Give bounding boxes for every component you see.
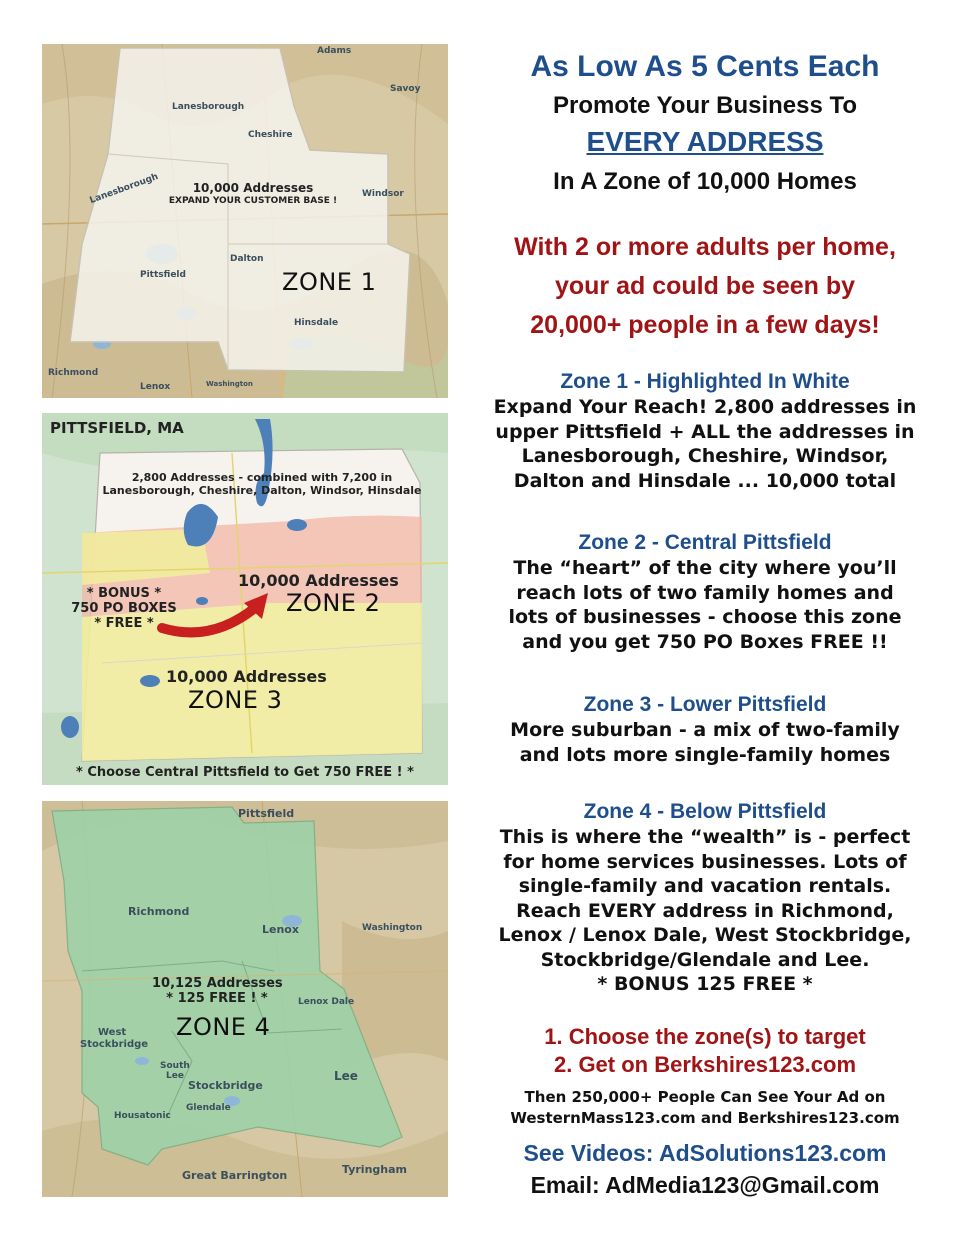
zone4-town-lenox-dale: Lenox Dale	[298, 997, 355, 1007]
zone23-bonus-note	[60, 587, 188, 632]
zone1-addresses: 10,000 Addresses	[192, 181, 314, 195]
zone4-addresses: 10,125 Addresses	[152, 976, 283, 991]
audience-line2: your ad could be seen by	[554, 272, 856, 300]
zone23-combined-line1: 2,800 Addresses - combined with 7,200 in	[131, 471, 393, 484]
zone4-town-lee: Lee	[334, 1069, 358, 1083]
zone3-title: Zone 3 - Lower Pittsfield	[583, 693, 827, 716]
zone1-title: Zone 1 - Highlighted In White	[560, 370, 850, 393]
zone4-town-south-lee: Lee	[166, 1071, 184, 1081]
zone4-map	[42, 801, 448, 1197]
zone4-body	[470, 825, 940, 997]
zone1-town-lanesborough-top: Lanesborough	[172, 102, 245, 112]
audience-line1: With 2 or more adults per home,	[514, 233, 896, 261]
zone4-town-housatonic: Housatonic	[114, 1111, 171, 1121]
zone4-body-line: Reach EVERY address in Richmond,	[516, 899, 894, 922]
zone4-body-line: for home services businesses. Lots of	[503, 850, 907, 873]
cta-step2[interactable]: 2. Get on Berkshires123.com	[553, 1052, 857, 1077]
zone4-town-tyringham: Tyringham	[342, 1163, 407, 1176]
zone1-description	[470, 369, 940, 493]
zone4-town-great-barrington: Great Barrington	[182, 1169, 288, 1182]
zone4-body-line: single-family and vacation rentals.	[518, 875, 892, 897]
cta-reach-note	[470, 1087, 940, 1129]
zone4-addresses-note	[152, 977, 282, 1007]
zone1-town-adams: Adams	[317, 46, 352, 56]
cta-reach-line1: Then 250,000+ People Can See Your Ad on	[524, 1088, 886, 1106]
zone2-body	[470, 556, 940, 654]
zone4-town-lenox: Lenox	[262, 923, 299, 936]
zone2-body-line: and you get 750 PO Boxes FREE !!	[522, 630, 888, 653]
zone2-label: ZONE 2	[286, 589, 381, 617]
cta-step1: 1. Choose the zone(s) to target	[544, 1024, 866, 1049]
audience-block	[470, 228, 940, 345]
cta-steps	[470, 1023, 940, 1079]
zone1-town-lenox: Lenox	[140, 382, 171, 392]
zone4-town-richmond: Richmond	[128, 905, 190, 918]
zone3-label: ZONE 3	[188, 686, 283, 714]
zone2-description	[470, 530, 940, 654]
email-link[interactable]: Email: AdMedia123@Gmail.com	[530, 1172, 880, 1198]
headline: As Low As 5 Cents Each	[530, 50, 880, 83]
zone23-bonus-line2: 750 PO BOXES	[71, 600, 177, 616]
zone4-town-pittsfield: Pittsfield	[238, 807, 295, 820]
zone1-town-richmond: Richmond	[48, 368, 99, 378]
zone23-bonus-line3: * FREE *	[94, 615, 154, 631]
audience-line3: 20,000+ people in a few days!	[530, 311, 880, 339]
zone4-town-west-stockbridge: Stockbridge	[80, 1039, 149, 1050]
zone4-town-stockbridge: Stockbridge	[188, 1079, 263, 1092]
zone3-description	[470, 692, 940, 767]
zone1-label: ZONE 1	[282, 268, 377, 296]
zone4-town-west: West	[98, 1027, 127, 1038]
zone4-body-line: * BONUS 125 FREE *	[597, 973, 813, 995]
zone-homes-line: In A Zone of 10,000 Homes	[553, 168, 857, 195]
zone23-combined-line2: Lanesborough, Cheshire, Dalton, Windsor, Hinsdale	[102, 483, 422, 497]
zone2-title: Zone 2 - Central Pittsfield	[578, 531, 832, 554]
zone2-addresses: 10,000 Addresses	[238, 571, 399, 590]
zone1-body-line: Dalton and Hinsdale ... 10,000 total	[513, 469, 897, 492]
zone4-free-note: * 125 FREE ! *	[166, 990, 268, 1006]
zone4-town-washington: Washington	[362, 923, 423, 933]
zone2-body-line: The “heart” of the city where you’ll	[513, 557, 897, 579]
zone3-body-line: and lots more single-family homes	[519, 743, 891, 766]
cta-reach-line2[interactable]: WesternMass123.com and Berkshires123.com	[510, 1109, 900, 1127]
zone3-addresses: 10,000 Addresses	[166, 667, 327, 686]
zone3-body	[470, 718, 940, 767]
zone4-body-line: This is where the “wealth” is - perfect	[499, 826, 911, 848]
zone4-town-south: South	[160, 1061, 190, 1071]
videos-link[interactable]: See Videos: AdSolutions123.com	[523, 1140, 887, 1166]
zone4-body-line: Stockbridge/Glendale and Lee.	[540, 948, 870, 971]
zone1-map-graphic	[42, 44, 448, 398]
zone23-city-label: PITTSFIELD, MA	[50, 419, 184, 437]
zone1-town-hinsdale: Hinsdale	[294, 318, 339, 328]
zone4-title: Zone 4 - Below Pittsfield	[583, 800, 827, 823]
zone23-footer-note: * Choose Central Pittsfield to Get 750 FREE ! *	[76, 765, 414, 780]
zone1-body-line: upper Pittsfield + ALL the addresses in	[495, 420, 915, 443]
zone4-label: ZONE 4	[176, 1013, 271, 1041]
zone1-addresses-note	[162, 182, 344, 206]
zone4-town-glendale: Glendale	[186, 1103, 231, 1113]
zone1-body	[470, 395, 940, 493]
zone1-tagline: EXPAND YOUR CUSTOMER BASE !	[168, 195, 338, 206]
zone1-map	[42, 44, 448, 398]
zone1-town-cheshire: Cheshire	[248, 130, 293, 140]
every-address-line: EVERY ADDRESS	[586, 126, 824, 157]
zone23-map	[42, 413, 448, 785]
zone1-town-lanesborough: Lanesborough	[88, 171, 160, 207]
zone2-body-line: lots of businesses - choose this zone	[508, 606, 902, 628]
zone1-body-line: Lanesborough, Cheshire, Windsor,	[521, 445, 889, 467]
zone1-town-dalton: Dalton	[230, 254, 264, 264]
zone23-combined-note	[102, 472, 422, 497]
zone23-bonus-line1: * BONUS *	[86, 586, 162, 601]
zone4-description	[470, 799, 940, 997]
promote-line: Promote Your Business To	[552, 92, 858, 119]
zone1-town-washington: Washington	[206, 380, 253, 388]
zone1-town-windsor: Windsor	[362, 189, 404, 199]
zone3-body-line: More suburban - a mix of two-family	[510, 719, 900, 741]
zone1-town-savoy: Savoy	[390, 84, 421, 94]
zone4-body-line: Lenox / Lenox Dale, West Stockbridge,	[498, 924, 912, 946]
zone1-town-pittsfield: Pittsfield	[140, 270, 186, 280]
zone2-body-line: reach lots of two family homes and	[516, 581, 894, 604]
zone1-body-line: Expand Your Reach! 2,800 addresses in	[493, 396, 917, 418]
